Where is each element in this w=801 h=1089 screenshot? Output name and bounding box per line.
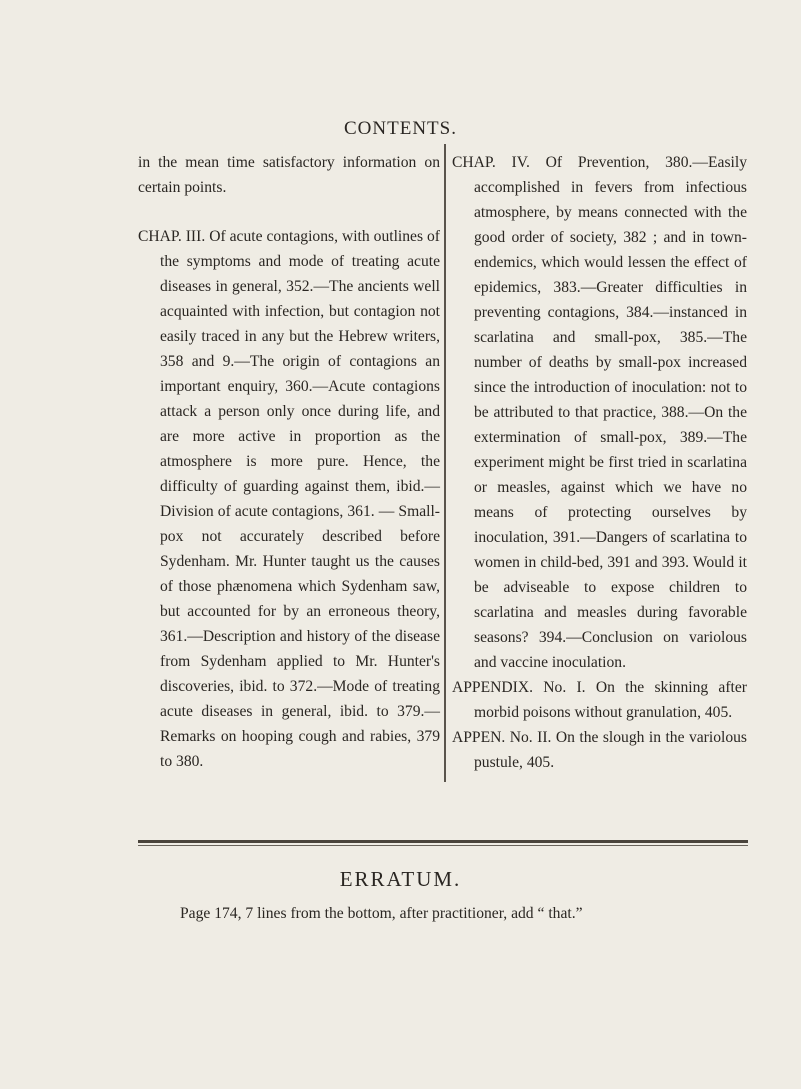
chapter-4-summary: CHAP. IV. Of Prevention, 380.—Easily accomplished in fevers from infectious atmosphere, by means connected with the good order of society, 382 ; and in town-endemics, which would lessen the effect of epidemics, 383.—Greater difficulties in preventing contagions, 384.—instanced in scarlatina and small-pox, 385.—The number of deaths by small-pox increased since the introduction of inoculation: not to be attributed to that practice, 388.—On the extermination of small-pox, 389.—The experiment might be first tried in scarlatina or measles, against which we have no means of protecting ourselves by inoculation, 391.—Dangers of scarlatina to women in child-bed, 391 and 393. Would it be adviseable to expose children to scarlatina and measles during favorable seasons? 394.—Conclusion on variolous and vaccine inoculation. — [452, 154, 747, 671]
appendix-2-entry: APPEN. No. II. On the slough in the variolous pustule, 405. — [452, 729, 747, 771]
left-paragraph-continuation: in the mean time satisfactory information on certain points. — [138, 154, 440, 196]
appendix-1-entry: APPENDIX. No. I. On the skinning after morbid poisons without granulation, 405. — [452, 679, 747, 721]
column-divider — [444, 144, 446, 782]
page-header: CONTENTS. — [344, 118, 457, 139]
section-rule-thin — [138, 845, 748, 846]
left-column — [138, 150, 440, 774]
section-rule — [138, 840, 748, 843]
right-column — [452, 150, 747, 775]
erratum-text: Page 174, 7 lines from the bottom, after practitioner, add “ that.” — [180, 905, 583, 922]
chapter-3-summary: CHAP. III. Of acute contagions, with outlines of the symptoms and mode of treating acute diseases in general, 352.—The ancients well acquainted with infection, but contagion not easily traced in any but the Hebrew writers, 358 and 9.—The origin of contagions an important enquiry, 360.—Acute contagions attack a person only once during life, and are more active in proportion as the atmosphere is more pure. Hence, the difficulty of guarding against them, ibid.—Division of acute contagions, 361. — Small-pox not accurately described before Sydenham. Mr. Hunter taught us the causes of those phænomena which Sydenham saw, but accounted for by an erroneous theory, 361.—Description and history of the disease from Sydenham applied to Mr. Hunter's discoveries, ibid. to 372.—Mode of treating acute diseases in general, ibid. to 379.—Remarks on hooping cough and rabies, 379 to 380. — [138, 228, 440, 770]
erratum-heading: ERRATUM. — [339, 867, 462, 891]
